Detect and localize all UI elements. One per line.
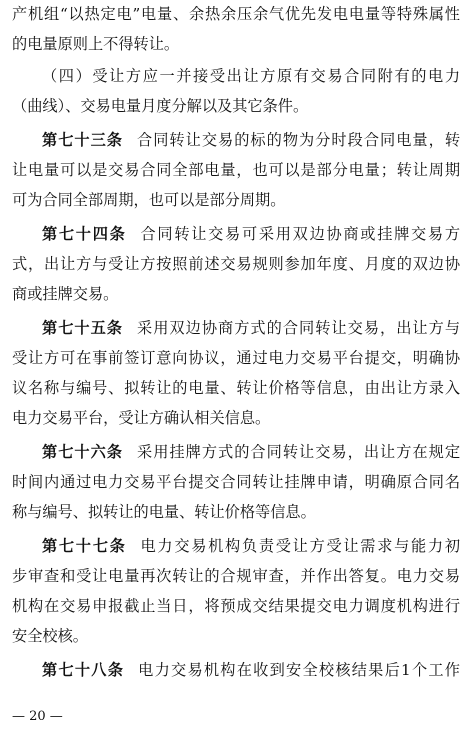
article-73-line [42,130,460,150]
text-line: 安全校核。 [12,627,88,645]
article-75-line [42,318,460,338]
text-line: 合同转让交易的标的物为分时段合同电量，转 [137,131,460,149]
text-line: 受让方可在事前签订意向协议，通过电力交易平台提交，明确协 [12,349,460,367]
text-line: 电力交易机构在收到安全校核结果后1个工作 [138,661,460,679]
text-line: 电力交易平台，受让方确认相关信息。 [12,409,271,427]
article-73-heading: 第七十三条 [42,131,124,149]
text-line: 采用双边协商方式的合同转让交易，出让方与 [137,319,460,337]
article-74-heading: 第七十四条 [42,225,127,243]
article-74-line [42,224,460,244]
text-line: 的电量原则上不得转让。 [12,35,180,53]
page-number: — 20 — [12,709,63,724]
article-77-heading: 第七十七条 [42,537,127,555]
text-line: 议名称与编号、拟转让的电量、转让价格等信息，由出让方录入 [12,379,460,397]
text-line: （四）受让方应一并接受出让方原有交易合同附有的电力 [42,67,460,85]
article-77-line [42,536,460,556]
text-line: 商或挂牌交易。 [12,285,119,303]
text-line: 合同转让交易可采用双边协商或挂牌交易方 [140,225,460,243]
text-line: 采用挂牌方式的合同转让交易，出让方在规定 [137,443,460,461]
text-line: 电力交易机构负责受让方受让需求与能力初 [140,537,460,555]
text-line: 步审查和受让电量再次转让的合规审查，并作出答复。电力交易 [12,567,460,585]
text-line: 让电量可以是交易合同全部电量，也可以是部分电量；转让周期 [12,161,460,179]
article-78-heading: 第七十八条 [42,661,125,679]
text-line: 称与编号、拟转让的电量、转让价格等信息。 [12,503,316,521]
article-75-heading: 第七十五条 [42,319,124,337]
article-76-heading: 第七十六条 [42,443,124,461]
text-line: （曲线）、交易电量月度分解以及其它条件。 [12,97,309,115]
text-line: 可为合同全部周期，也可以是部分周期。 [12,191,286,209]
article-76-line [42,442,460,462]
text-line: 产机组“以热定电”电量、余热余压余气优先发电电量等特殊属性 [12,5,460,23]
text-line: 式，出让方与受让方按照前述交易规则参加年度、月度的双边协 [12,255,460,273]
text-line: 时间内通过电力交易平台提交合同转让挂牌申请，明确原合同名 [12,473,460,491]
article-78-line [42,660,460,680]
text-line: 机构在交易申报截止当日，将预成交结果提交电力调度机构进行 [12,597,460,615]
